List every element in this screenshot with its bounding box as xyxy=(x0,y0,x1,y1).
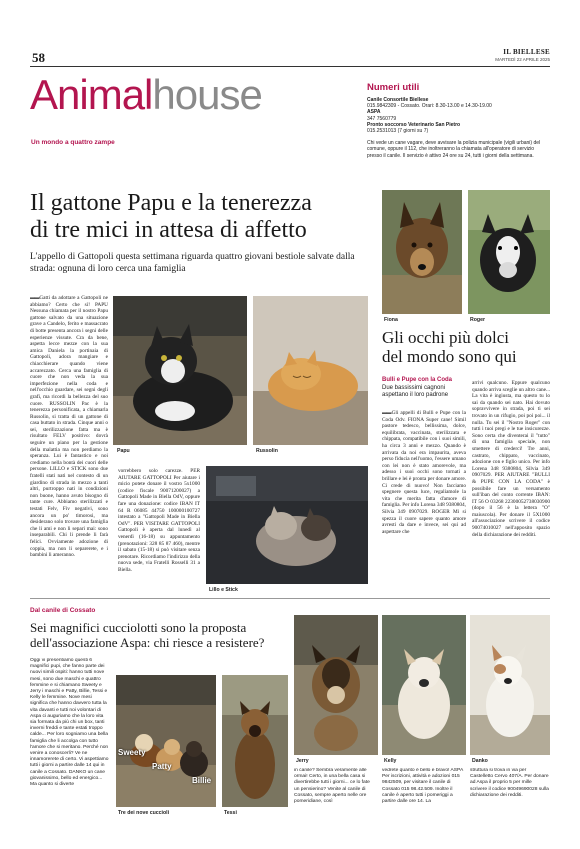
entry-name: ASPA xyxy=(367,109,381,116)
section-title-house: house xyxy=(152,71,262,118)
photo-roger xyxy=(468,190,550,314)
aspa-headline-line1: Sei magnifici cucciolotti sono la proposta xyxy=(30,620,247,635)
photo-papu xyxy=(113,296,247,445)
coda-article-col2: arrivi qualcuno. Eppure qualcuno quando arriva sceglie un altro cane... La vita è ingiusta, ma questo tu lo sai da quando sei nato. Hai dovuto sopravvivere in strada, poi ti sei trovato in un rifugio, poi poi poi... il nulla. Tu sei il "Nostro Roger" con tutti i tuoi pregi e le tue insicurezze. Sono certa che diventerai il "tutto" di una famiglia speciale, non smettere di crederci! Tre anni, castrato, chippato, vaccinato, adozione con e figlio unico. Per info Lorena 348 9380804, Silvia 349 0907029. PER AIUTARE "BULLI & PUPE CON LA CODA" è possibile fare un versamento sull'iban del conto corrente IBAN: IT 56 O 03268 22300052738030900 (dopo il 56 è la lettera "O" maiuscola). Per donare il 5X1000 all'associazione scrivere il codice 90074010027 nell'apposito spazio della dichiarazione dei redditi. xyxy=(472,380,550,538)
photo-danko xyxy=(470,615,550,755)
numeri-utili-entry xyxy=(367,97,550,134)
main-article-col2: vorrebbero solo carezze. PER AIUTARE GATTOPOLI Per aiutare i micio potete donare il vostro 5x1000 (codice fiscale 90071200027) a Gattopoli Made in Biella OdV, oppure fare una donazione: codice IBAN IT 64 R 06085 44750 100000100727 intestato a "Gattopoli Made in Biella OdV". PER VISITARE GATTOPOLI Gattopoli è aperta dal lunedì al venerdì (16-18) su appuntamento (prenotazioni: 328 85 87 460), mentre il sabato (15-18) si può visitare senza prenotare. Ricordiamo l'indirizzo della nuova sede, via Fratelli Rosselli 31 a Biella. xyxy=(118,468,200,573)
entry-info: 015.9842309 - Cossato. Orari: 8.30-13.00 e 14.30-19.00 xyxy=(367,103,492,110)
coda-subhead: Due bassissimi cagnoni aspettano il loro padrone xyxy=(382,385,449,399)
main-article-col1: ▬▬ Gatti da adottare a Gattopoli ne abbiamo? Certo che sì! PAPU Nessuna chiamata per il nostro Papu gattone salvato da una situazione grave a Candelo, ferito e massacrato di botte presenta ancora i segni delle esperienze vissute. Cra da bene, aspetta lecce mezze con la sua amica Daniela la portinaia di Gattopoli, adora mangiare e chiacchierare quando viene accarezzato. Cerca una famiglia di cuore che non veda la sua imperfezione nella coda e nell'occhio guardare, sei segni degli grafi, ma ricordi la bellezza del suo cuore. RUSSOLIN Pac è la tenerezza personificata, a chiamarla Russolin, si tratta di un gattone di casa buttato in strada. Cinque anni o sei, sterilizzazione fatta ma è risultato FELV positivo: dovrà seguire un piano per la gestione della malattia ma non perdiamo la speranza. Lui è fantastico e noi crediamo nella bontà dei cuori delle persone. LILLO e STICK sono due fratelli stati nati nel contesto di un giardino di strada in mezzo a tanti altri, purtroppo nati in condizioni non buone, hanno avuto bisogno di tante cure. Abbiamo sterilizzati e testati Felv, Fiv negativi, sono ancora un po' timorosi, ma desiderano solo trovare una famiglia che li ami e non li separi mai: sono inseparabili. Chi li prende li farà felici. Ovviamente adozione di coppia, ma non li separerete, e i bambini li ameranno. xyxy=(30,295,108,585)
aspa-article-col4: struttura si trova in via per Castelletto Cervo 407/A. Per donare ad Aspa il proprio 5 per mille scrivere il codice 90049690028 sulla dichiarazione dei redditi. xyxy=(470,768,549,798)
caption-jerry: Jerry xyxy=(296,758,309,764)
page-number: 58 xyxy=(32,50,45,65)
caption-tre-nove: Tre dei nove cuccioli xyxy=(118,810,170,816)
entry-name: Pronto soccorso Veterinario San Pietro xyxy=(367,121,461,128)
entry-info: 015.2531013 (7 giorni su 7) xyxy=(367,128,429,135)
section-tagline: Un mondo a quattro zampe xyxy=(31,139,115,146)
header-rule xyxy=(30,66,550,67)
main-headline xyxy=(30,190,370,244)
photo-lillo-stick xyxy=(206,466,368,584)
aspa-article-col3: vedrete quanto è bello e bravo! ASPA Per iscrizioni, attività e adozioni 015 9842509, per visitare il canile di Cossato 015 98.42.509. Inoltre il canile è aperto tutti i pomeriggi a partire dalle ore 14. La xyxy=(382,768,463,805)
main-headline-line2: di tre mici in attesa di affetto xyxy=(30,217,307,243)
caption-kelly: Kelly xyxy=(384,758,397,764)
entry-name: Canile Consortile Biellese xyxy=(367,97,429,103)
photo-russolin xyxy=(253,296,368,445)
numeri-utili-box xyxy=(367,82,550,182)
section-title-animal: Animal xyxy=(30,71,153,118)
aspa-headline xyxy=(30,620,300,650)
section-divider xyxy=(30,598,550,599)
caption-russolin: Russolin xyxy=(256,448,278,454)
caption-danko: Danko xyxy=(472,758,488,764)
photo-fiona xyxy=(382,190,462,314)
coda-article-col1: ▬▬ Gli appelli di Bulli e Pupe con la Coda Odv. FIONA Super cane! Simil pastore tedesco, bellissima, dolce, equilibrata, vaccinata, sterilizzata e chippata, compatibile con i suoi simili, ha circa 3 anni e mezzo. Quando è arrivata da noi era impaurita, aveva perso fiducia nell'uomo, l'essere umano con lei non è stato amorevole, ma adesso i suoi occhi sono tornati a brillare e lei è pronta per donare amore. Ci crede di nuovo! Non facciamo spegnere questa luce, regaliamole la vita che merita fatta d'amore di famiglia. Per info Lorena 348 9380804, Silvia 349 0907029. ROGER Mi si spezza il cuore sapere quanto amore avresti da dare e invece, sei qui ad aspettare che xyxy=(382,410,466,588)
main-headline-line1: Il gattone Papu e la tenerezza xyxy=(30,190,312,216)
label-sweety: Sweety xyxy=(118,748,146,757)
caption-roger: Roger xyxy=(470,317,485,323)
photo-kelly xyxy=(382,615,466,755)
aspa-article-col1: Oggi vi presentiamo questi 6 magnifici pupi, che fanno parte dei nuovi simili ospiti: hanno tutti nove mesi, sono due maschi e quattro femmine e si chiamano Sweety e Jerry i maschi e Patty, Billie, Tessi e Kelly le femmine. Nove mesi significa che hanno davvero tutta la vita davanti e tutti noi volontari di Aspa ci auguriamo che la loro vita sia formata da più chi un box, tanti inverni freddi e tante estati troppo calde... Per loro sogniamo una bella famiglia che li accolga con tutto l'amore che si meritano. Perché non venire a conoscerli? Ve ne innamorerete di certo. Vi aspettiamo tutti i giorni a partire dalle 14 qui in canile a Cossato. DANKO un cane giovanissimo, bello ed energico... Ma quanto si diverte xyxy=(30,658,109,788)
section-title xyxy=(30,72,262,118)
caption-papu: Papu xyxy=(117,448,130,454)
caption-lillo-stick: Lillo e Stick xyxy=(209,587,238,593)
caption-tessi: Tessi xyxy=(224,810,237,816)
photo-tessi xyxy=(222,675,288,807)
numeri-utili-note: Chi vede un cane vagare, deve avvisare la polizia municipale (vigili urbani) del comune, oppure il 112, che inoltreranno la chiamata all'operatore di servizio presso il canile. Il servizio è attivo 24 ore su 24, tutti i giorni della settimana. xyxy=(367,140,541,159)
page-date: MARTEDÌ 22 APRILE 2025 xyxy=(495,57,550,62)
paper-name: IL BIELLESE xyxy=(503,48,550,56)
coda-headline-line2: del mondo sono qui xyxy=(382,347,517,366)
main-subhead: L'appello di Gattopoli questa settimana riguarda quattro giovani bestiole salvate dalla strada: ognuna di loro cerca una famiglia xyxy=(30,252,355,274)
entry-info: 347 7560779 xyxy=(367,115,397,122)
caption-fiona: Fiona xyxy=(384,317,398,323)
coda-kicker: Bulli e Pupe con la Coda xyxy=(382,377,453,383)
label-billie: Billie xyxy=(192,776,212,785)
numeri-utili-title: Numeri utili xyxy=(367,82,420,93)
label-patty: Patty xyxy=(152,762,172,771)
photo-tre-nove xyxy=(116,675,216,807)
coda-headline-line1: Gli occhi più dolci xyxy=(382,328,510,347)
aspa-headline-line2: dell'associazione Aspa: chi riesce a resistere? xyxy=(30,635,265,650)
aspa-article-col2: in canile? Sembra veramente alle ormai! Certo, in una bella casa si divertirebbe tutti i giorni... ce lo fate un pensierino? Venite al canile di Cossato, sempre aperto nelle ore pomeridiane, così xyxy=(294,768,370,805)
photo-jerry xyxy=(294,615,378,755)
coda-headline xyxy=(382,328,552,366)
aspa-kicker: Dal canile di Cossato xyxy=(30,607,96,614)
